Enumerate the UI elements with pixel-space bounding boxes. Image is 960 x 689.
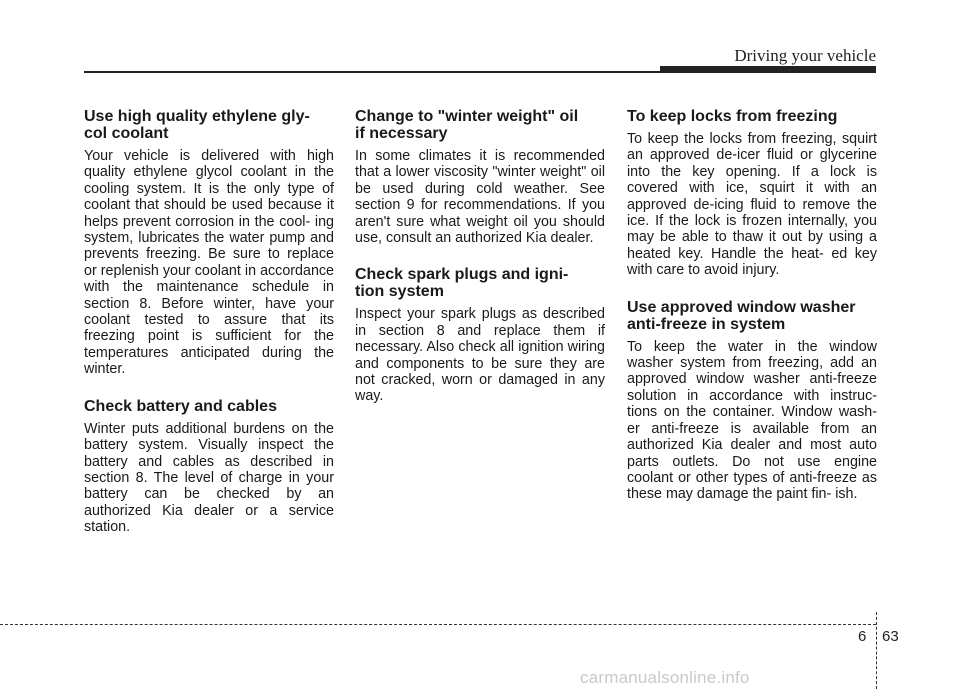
footer-rule	[0, 624, 876, 625]
section-heading: Change to "winter weight" oil if necessary	[355, 108, 579, 142]
section-heading: Use approved window washer anti-freeze in system	[627, 298, 856, 333]
section-heading: Use high quality ethylene gly- col coolant	[84, 108, 310, 142]
page-number: 63	[882, 628, 899, 645]
section-winter-oil	[355, 108, 605, 246]
section-heading: Check battery and cables	[84, 397, 277, 415]
section-body: To keep the water in the window washer system from freezing, add an approved window washer anti-freeze solution in accordance with instruc- tions on the container. Window wash- er anti-freeze is available from an authorized Kia dealer and most auto parts outlets. Do not use engine coolant or other types of anti-freeze as these may damage the paint fin- ish.	[627, 338, 877, 503]
running-header: Driving your vehicle	[734, 46, 876, 65]
watermark: carmanualsonline.info	[580, 668, 750, 687]
footer-divider	[876, 612, 877, 689]
section-body: To keep the locks from freezing, squirt an approved de-icer fluid or glycerine into the key opening. If a lock is covered with ice, squirt it with an approved de-icing fluid to remove the ice. If the lock is frozen internally, you may be able to thaw it out by using a heated key. Handle the heat- ed key with care to avoid injury.	[627, 131, 877, 279]
section-body: In some climates it is recommended that a lower viscosity "winter weight" oil be used during cold weather. See section 9 for recommendations. If you aren't sure what weight oil you should use, consult an authorized Kia dealer.	[355, 148, 605, 247]
section-body: Inspect your spark plugs as described in section 8 and replace them if necessary. Also check all ignition wiring and components to be sure they are not cracked, worn or damaged in any way.	[355, 306, 605, 405]
section-body: Your vehicle is delivered with high quality ethylene glycol coolant in the cooling system. It is the only type of coolant that should be used because it helps prevent corrosion in the cool- ing system, lubricates the water pump and prevents freezing. Be sure to replace or replenish your coolant in accordance with the maintenance schedule in section 8. Before winter, have your coolant tested to assure that its freezing point is sufficient for the temperatures anticipated during the winter.	[84, 148, 334, 378]
header-rule-thick	[660, 66, 876, 73]
section-locks	[627, 108, 877, 279]
column-1	[84, 108, 334, 556]
section-coolant	[84, 108, 334, 378]
chapter-number: 6	[858, 628, 867, 645]
section-heading: Check spark plugs and igni- tion system	[355, 266, 569, 301]
section-heading: To keep locks from freezing	[627, 108, 838, 125]
column-3	[627, 108, 877, 523]
header-rule	[84, 71, 660, 73]
column-2	[355, 108, 605, 425]
section-spark-plugs	[355, 266, 605, 404]
section-battery	[84, 398, 334, 536]
section-washer	[627, 299, 877, 503]
section-body: Winter puts additional burdens on the battery system. Visually inspect the battery and cables as described in section 8. The level of charge in your battery can be checked by an authorized Kia dealer or a service station.	[84, 420, 334, 536]
